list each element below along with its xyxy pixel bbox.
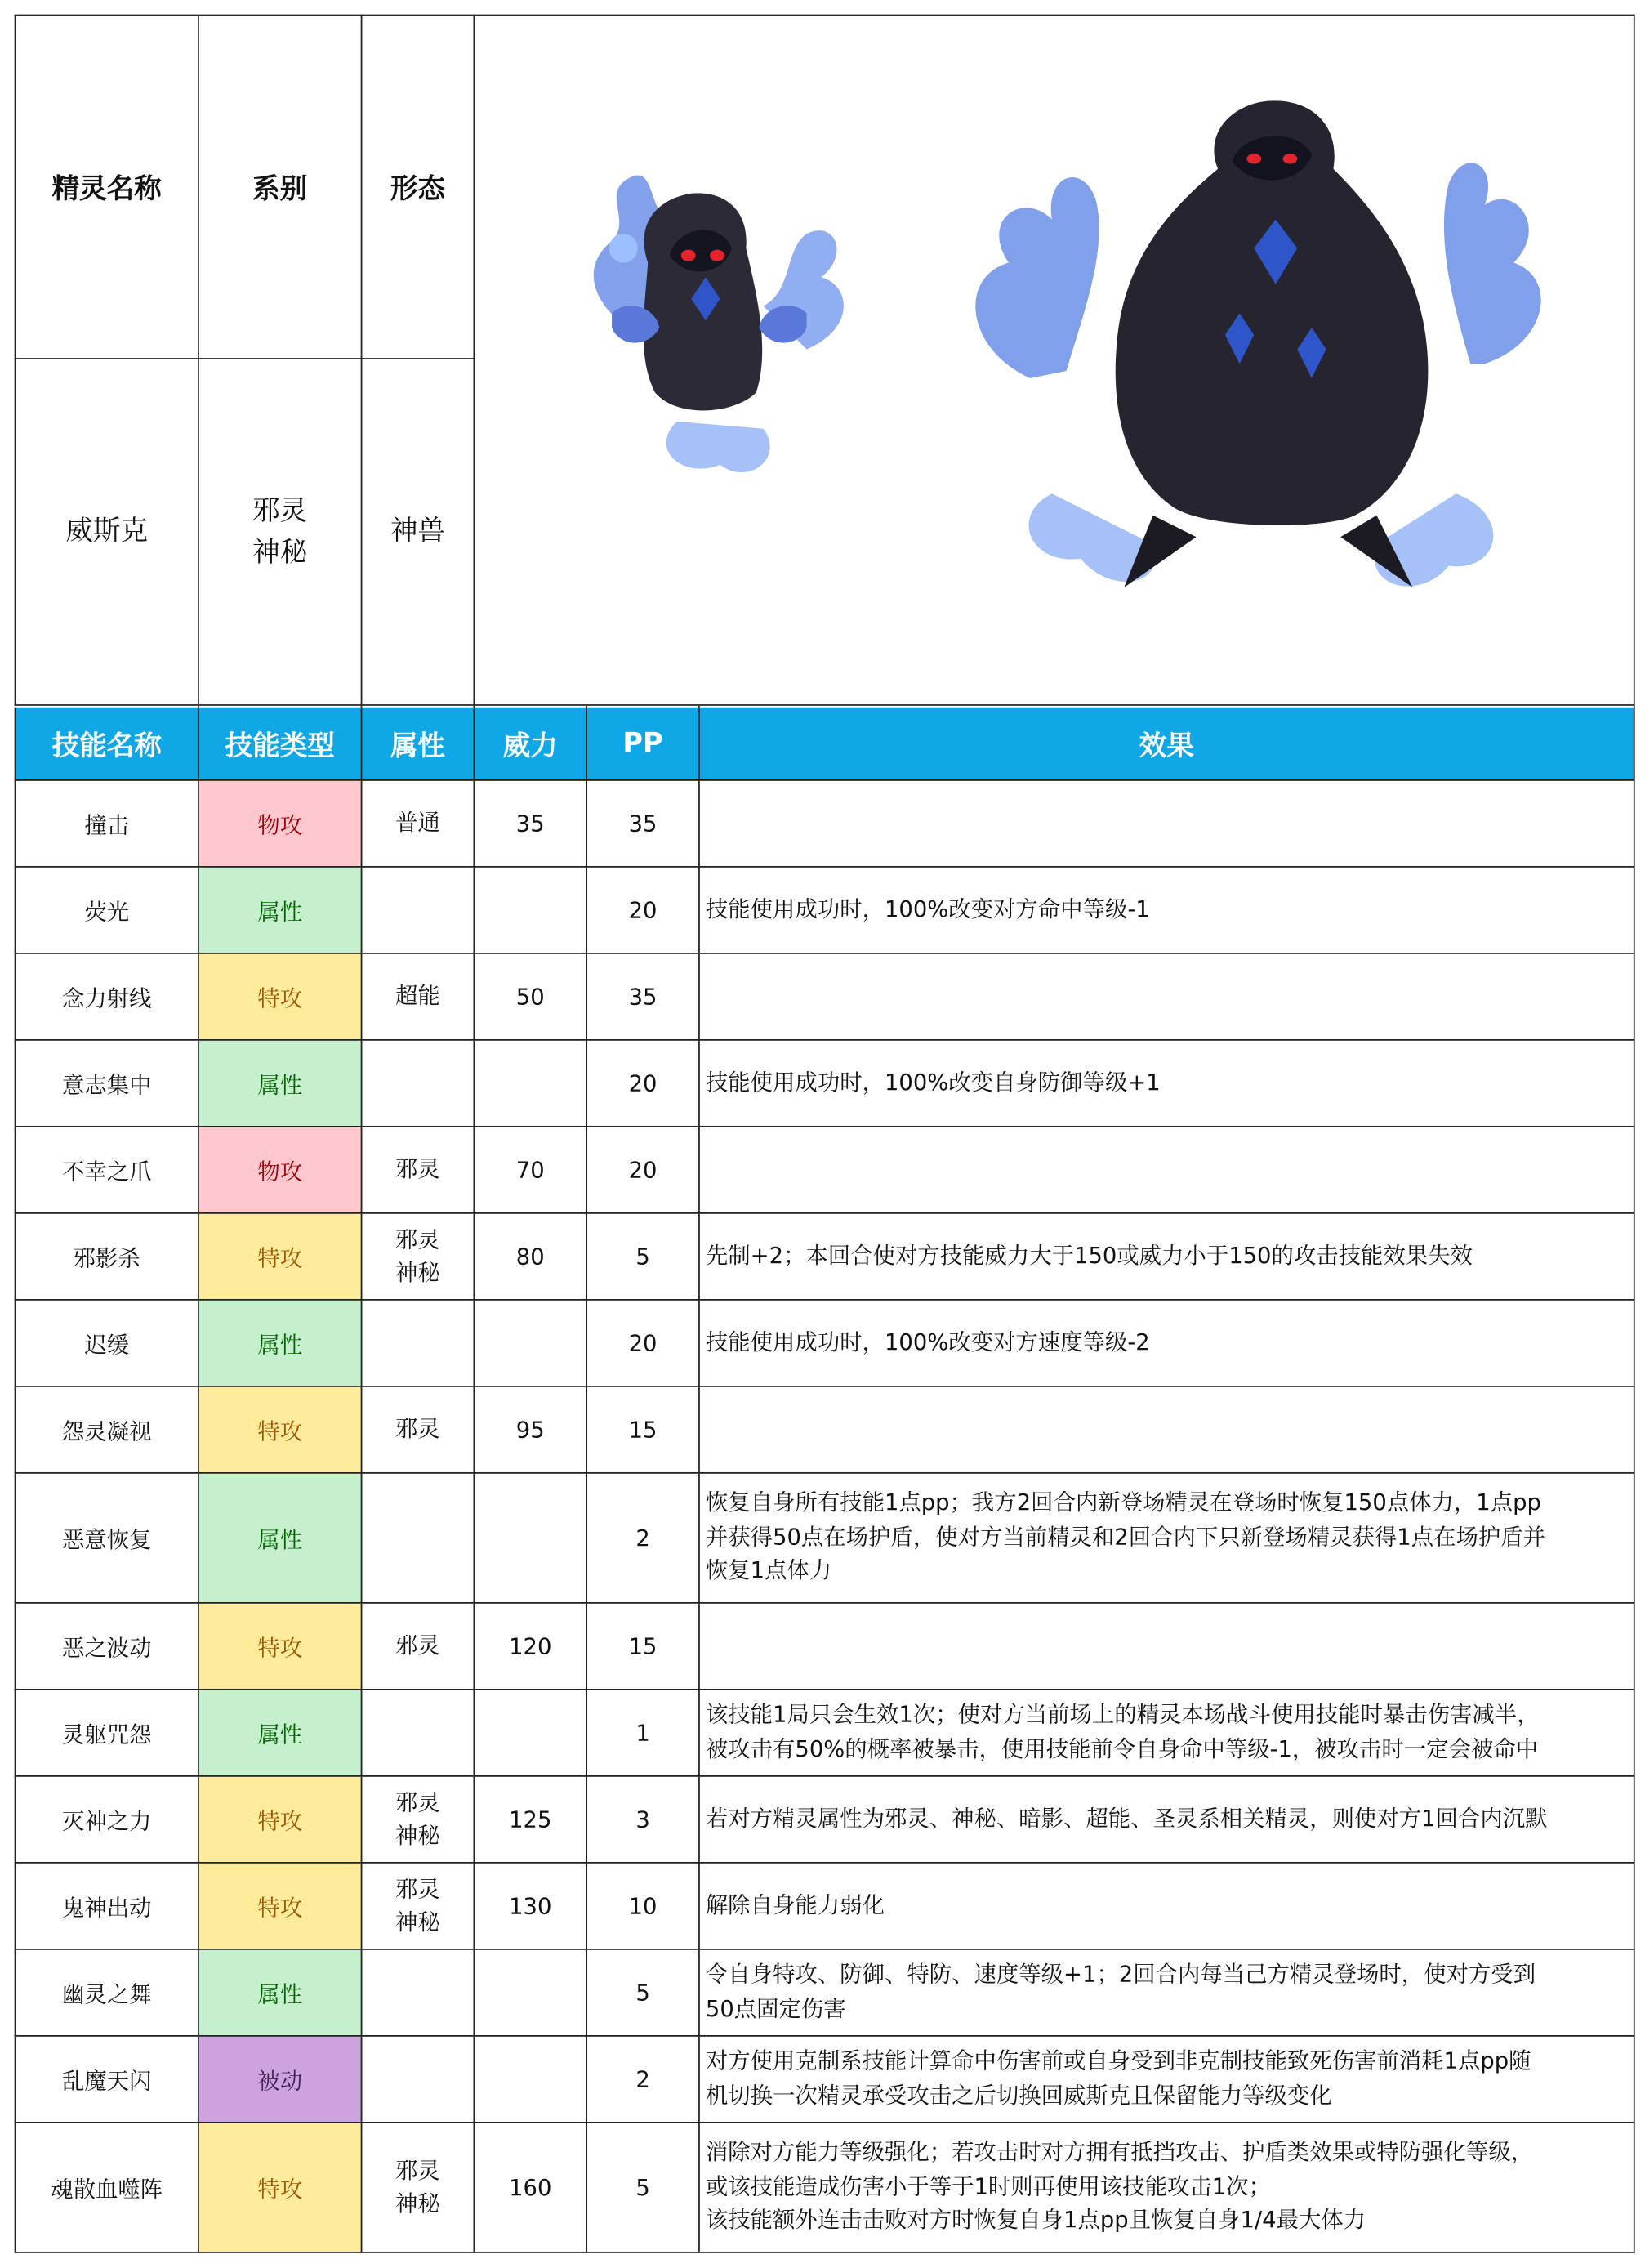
skill-name: 灵躯咒怨 (16, 1690, 198, 1776)
skill-attribute-line: 邪灵 (395, 1226, 440, 1252)
skill-power: 160 (474, 2123, 586, 2252)
skill-power (474, 2036, 586, 2123)
skill-effect-line: 若对方精灵属性为邪灵、神秘、暗影、超能、圣灵系相关精灵，则使对方1回合内沉默 (705, 1805, 1548, 1832)
skill-effect-line: 恢复自身所有技能1点pp；我方2回合内新登场精灵在登场时恢复150点体力，1点pp (705, 1489, 1541, 1516)
skill-name: 邪影杀 (16, 1213, 198, 1300)
skill-power (474, 1690, 586, 1776)
skill-row (16, 867, 1634, 953)
skill-effect (699, 2123, 1634, 2252)
skill-power: 95 (474, 1386, 586, 1473)
skill-name: 念力射线 (16, 953, 198, 1040)
skill-effect (699, 1040, 1634, 1127)
skill-attribute (362, 2036, 475, 2123)
skill-pp: 20 (586, 1040, 699, 1127)
skills-body (16, 780, 1634, 2252)
skill-attribute (362, 780, 475, 867)
skill-category: 物攻 (198, 1127, 362, 1213)
skill-category: 特攻 (198, 1386, 362, 1473)
spirit-form: 神兽 (362, 359, 475, 705)
skill-name: 恶意恢复 (16, 1473, 198, 1603)
skill-row (16, 1690, 1634, 1776)
skill-power: 50 (474, 953, 586, 1040)
skill-pp: 1 (586, 1690, 699, 1776)
skill-effect-line: 被攻击有50%的概率被暴击，使用技能前令自身命中等级-1，被攻击时一定会被命中 (705, 1735, 1539, 1762)
skill-attribute-line: 神秘 (395, 1822, 440, 1849)
skill-attribute-line: 普通 (395, 810, 440, 836)
skill-name: 鬼神出动 (16, 1863, 198, 1949)
skill-effect-line: 消除对方能力等级强化；若攻击时对方拥有抵挡攻击、护盾类效果或特防强化等级， (705, 2139, 1534, 2166)
spirit-type-line: 神秘 (252, 536, 308, 569)
skill-attribute (362, 1863, 475, 1949)
skill-effect-line: 或该技能造成伤害小于等于1时则再使用该技能攻击1次； (705, 2173, 1271, 2199)
skill-pp: 15 (586, 1603, 699, 1690)
skill-pp: 2 (586, 1473, 699, 1603)
skill-row (16, 1300, 1634, 1386)
skill-row (16, 1127, 1634, 1213)
skill-category: 被动 (198, 2036, 362, 2123)
skill-pp: 3 (586, 1776, 699, 1863)
skill-row (16, 1863, 1634, 1949)
skill-name: 怨灵凝视 (16, 1386, 198, 1473)
column-header: 技能名称 (16, 707, 198, 780)
skill-name: 幽灵之舞 (16, 1949, 198, 2036)
skill-pp: 15 (586, 1386, 699, 1473)
skill-name: 不幸之爪 (16, 1127, 198, 1213)
skill-row (16, 953, 1634, 1040)
skill-pp: 35 (586, 953, 699, 1040)
skill-category: 属性 (198, 1690, 362, 1776)
skill-category: 特攻 (198, 1603, 362, 1690)
skills-header-row (16, 707, 1634, 780)
skill-effect-line: 先制+2；本回合使对方技能威力大于150或威力小于150的攻击技能效果失效 (705, 1242, 1473, 1269)
skill-row (16, 1386, 1634, 1473)
spirit-large-form (975, 100, 1540, 587)
skill-row (16, 1603, 1634, 1690)
skill-pp: 20 (586, 867, 699, 953)
column-header: 属性 (362, 707, 475, 780)
skill-attribute (362, 1040, 475, 1127)
skill-effect-line: 令自身特攻、防御、特防、速度等级+1；2回合内每当己方精灵登场时，使对方受到 (705, 1961, 1536, 1988)
skill-pp: 5 (586, 1213, 699, 1300)
skill-power (474, 1040, 586, 1127)
skill-category: 物攻 (198, 780, 362, 867)
spirit-info-table (15, 15, 1635, 706)
skill-effect-line: 对方使用克制系技能计算命中伤害前或自身受到非克制技能致死伤害前消耗1点pp随 (705, 2047, 1531, 2074)
skill-attribute (362, 1949, 475, 2036)
skill-effect (699, 1690, 1634, 1776)
skill-attribute (362, 867, 475, 953)
column-header: PP (586, 707, 699, 780)
skill-effect (699, 1473, 1634, 1603)
skill-attribute (362, 1127, 475, 1213)
skill-effect-line: 技能使用成功时，100%改变对方速度等级-2 (705, 1328, 1150, 1355)
skill-effect-line: 技能使用成功时，100%改变自身防御等级+1 (705, 1069, 1161, 1096)
skill-category: 特攻 (198, 1776, 362, 1863)
header-name: 精灵名称 (16, 16, 198, 359)
skill-power: 125 (474, 1776, 586, 1863)
skill-attribute-line: 邪灵 (395, 1788, 440, 1815)
skill-power (474, 867, 586, 953)
skill-attribute-line: 邪灵 (395, 1156, 440, 1182)
header-type: 系别 (198, 16, 362, 359)
skill-power: 80 (474, 1213, 586, 1300)
skill-power (474, 1300, 586, 1386)
skill-attribute (362, 1776, 475, 1863)
skill-attribute-line: 邪灵 (395, 1632, 440, 1659)
skill-attribute (362, 1473, 475, 1603)
skill-attribute-line: 神秘 (395, 1909, 440, 1935)
skill-category: 属性 (198, 1473, 362, 1603)
skill-effect (699, 1386, 1634, 1473)
skill-effect-line: 机切换一次精灵承受攻击之后切换回威斯克且保留能力等级变化 (705, 2082, 1332, 2109)
column-header: 技能类型 (198, 707, 362, 780)
skill-attribute-line: 邪灵 (395, 1416, 440, 1442)
skill-name: 撞击 (16, 780, 198, 867)
spirit-artwork (474, 16, 1634, 705)
skill-power (474, 1949, 586, 2036)
skill-attribute-line: 邪灵 (395, 2157, 440, 2184)
spirit-type-line: 邪灵 (252, 494, 308, 527)
skill-category: 特攻 (198, 2123, 362, 2252)
skill-effect-line: 技能使用成功时，100%改变对方命中等级-1 (705, 895, 1150, 922)
skill-row (16, 1473, 1634, 1603)
skill-category: 特攻 (198, 1213, 362, 1300)
skills-table (15, 706, 1635, 2253)
skill-row (16, 2036, 1634, 2123)
skill-pp: 5 (586, 2123, 699, 2252)
column-header: 效果 (699, 707, 1634, 780)
skill-power: 70 (474, 1127, 586, 1213)
skill-pp: 35 (586, 780, 699, 867)
skill-effect (699, 1603, 1634, 1690)
skill-attribute (362, 1386, 475, 1473)
skill-power: 130 (474, 1863, 586, 1949)
skill-category: 属性 (198, 1300, 362, 1386)
skill-pp: 20 (586, 1127, 699, 1213)
skill-effect (699, 1949, 1634, 2036)
skill-name: 魂散血噬阵 (16, 2123, 198, 2252)
skill-attribute-line: 神秘 (395, 1259, 440, 1286)
skill-attribute (362, 1690, 475, 1776)
skill-row (16, 1213, 1634, 1300)
column-header: 威力 (474, 707, 586, 780)
skill-attribute (362, 2123, 475, 2252)
skill-attribute (362, 1603, 475, 1690)
skill-row (16, 1040, 1634, 1127)
skill-effect-line: 该技能额外连击击败对方时恢复自身1点pp且恢复自身1/4最大体力 (705, 2207, 1366, 2234)
skill-row (16, 1949, 1634, 2036)
skill-pp: 2 (586, 2036, 699, 2123)
skill-effect (699, 1776, 1634, 1863)
skill-effect-line: 恢复1点体力 (705, 1557, 832, 1584)
skill-attribute-line: 超能 (395, 983, 440, 1009)
skill-pp: 10 (586, 1863, 699, 1949)
skill-category: 特攻 (198, 953, 362, 1040)
skill-effect (699, 867, 1634, 953)
skill-effect (699, 1213, 1634, 1300)
skill-name: 迟缓 (16, 1300, 198, 1386)
skill-category: 属性 (198, 1949, 362, 2036)
skill-name: 意志集中 (16, 1040, 198, 1127)
skill-pp: 20 (586, 1300, 699, 1386)
skill-row (16, 780, 1634, 867)
skill-attribute (362, 1213, 475, 1300)
skill-effect-line: 并获得50点在场护盾，使对方当前精灵和2回合内下只新登场精灵获得1点在场护盾并 (705, 1524, 1546, 1550)
skill-name: 恶之波动 (16, 1603, 198, 1690)
skill-attribute (362, 1300, 475, 1386)
skill-attribute-line: 邪灵 (395, 1875, 440, 1902)
skill-effect-line: 该技能1局只会生效1次；使对方当前场上的精灵本场战斗使用技能时暴击伤害减半， (705, 1701, 1540, 1728)
skill-power: 35 (474, 780, 586, 867)
skill-effect (699, 1300, 1634, 1386)
skill-effect-line: 解除自身能力弱化 (705, 1891, 885, 1918)
skill-effect (699, 1863, 1634, 1949)
skill-category: 属性 (198, 867, 362, 953)
skill-name: 灭神之力 (16, 1776, 198, 1863)
skill-category: 属性 (198, 1040, 362, 1127)
skill-power: 120 (474, 1603, 586, 1690)
skill-power (474, 1473, 586, 1603)
spirit-name: 威斯克 (16, 359, 198, 705)
skill-attribute (362, 953, 475, 1040)
skill-row (16, 1776, 1634, 1863)
skill-attribute-line: 神秘 (395, 2190, 440, 2217)
skill-effect (699, 780, 1634, 867)
skill-effect (699, 953, 1634, 1040)
skill-effect-line: 50点固定伤害 (705, 1995, 846, 2022)
spirit-type (198, 359, 362, 705)
spirit-small-form (594, 176, 844, 473)
skill-effect (699, 1127, 1634, 1213)
skill-effect (699, 2036, 1634, 2123)
skill-category: 特攻 (198, 1863, 362, 1949)
spirit-illustration (475, 17, 1629, 703)
skill-pp: 5 (586, 1949, 699, 2036)
skill-name: 荧光 (16, 867, 198, 953)
skill-name: 乱魔天闪 (16, 2036, 198, 2123)
header-form: 形态 (362, 16, 475, 359)
skill-row (16, 2123, 1634, 2252)
